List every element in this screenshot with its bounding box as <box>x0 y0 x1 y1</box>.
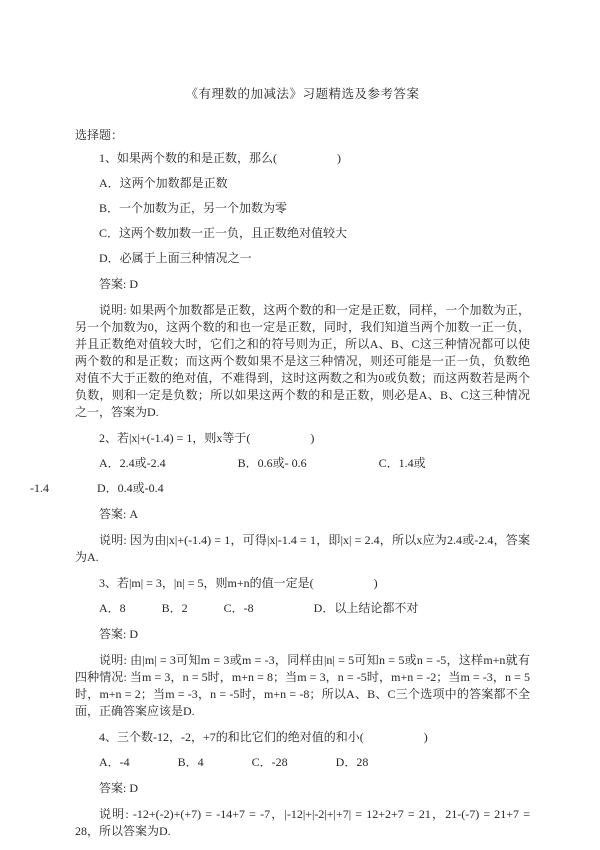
question-1-explanation: 说明: 如果两个加数都是正数，这两个数的和一定是正数，同样，一个加数为正，另一个加数为0，这两个数的和也一定是正数，同时，我们知道当两个加数一正一负，并且正数绝对值较大时，它们之和的符号则为正，所以A、B、C这三种情况都可以使两个数的和是正数；而这两个数如果不是这三种情况，则还可能是一正一负，负数绝对值不大于正数的绝对值，不难得到，这时这两数之和为0或负数；而这两数若是两个负数，则和一定是负数；所以如果这两个数的和是正数，则必是A、B、C这三种情况之一，答案为D. <box>75 303 530 419</box>
question-2-explanation: 说明: 因为由|x|+(-1.4) = 1，可得|x|-1.4 = 1，即|x| = 2.4，所以x应为2.4或-2.4，答案为A. <box>75 533 530 564</box>
question-2-options-line-1: A．2.4或-2.4 B．0.6或- 0.6 C．1.4或 <box>99 456 426 470</box>
question-2: 2、若|x|+(-1.4) = 1，则x等于( ) <box>99 431 315 445</box>
question-4: 4、三个数-12，-2，+7的和比它们的绝对值的和小( ) <box>99 730 428 744</box>
question-3-answer: 答案: D <box>99 627 139 641</box>
question-1-option-a: A．这两个加数都是正数 <box>99 176 228 190</box>
question-3-options: A．8 B．2 C．-8 D．以上结论都不对 <box>99 601 419 615</box>
page-title: 《有理数的加减法》习题精选及参考答案 <box>185 87 420 101</box>
question-3: 3、若|m| = 3，|n| = 5，则m+n的值一定是( ) <box>99 576 378 590</box>
question-1-option-b: B．一个加数为正，另一个加数为零 <box>99 201 288 215</box>
question-4-answer: 答案: D <box>99 781 139 795</box>
question-1: 1、如果两个数的和是正数，那么( ) <box>99 151 341 165</box>
question-4-explanation: 说明: -12+(-2)+(+7) = -14+7 = -7，|-12|+|-2|+|+7| = 12+2+7 = 21，21-(-7) = 21+7 = 28，所以答案为D. <box>75 807 530 838</box>
question-1-option-d: D．必属于上面三种情况之一 <box>99 251 252 265</box>
question-2-answer: 答案: A <box>99 507 139 521</box>
question-1-answer: 答案: D <box>99 277 139 291</box>
question-2-options-line-2: -1.4 D．0.4或-0.4 <box>30 481 164 495</box>
question-4-options: A．-4 B．4 C．-28 D．28 <box>99 755 369 769</box>
document-body <box>30 127 530 840</box>
question-1-option-c: C．这两个数加数一正一负，且正数绝对值较大 <box>99 226 348 240</box>
section-heading: 选择题： <box>75 128 124 142</box>
question-3-explanation: 说明: 由|m| = 3可知m = 3或m = -3，同样由|n| = 5可知n = 5或n = -5，这样m+n就有四种情况: 当m = 3，n = 5时，m+n = 8；当m = 3，n = -5时，m+n = -2；当m = -3，n = 5时，m+n = 2；当m = -3，n = -5时，m+n = -8；所以A、B、C三个选项中的答案都不全面，正确答案应该是D. <box>75 653 530 718</box>
